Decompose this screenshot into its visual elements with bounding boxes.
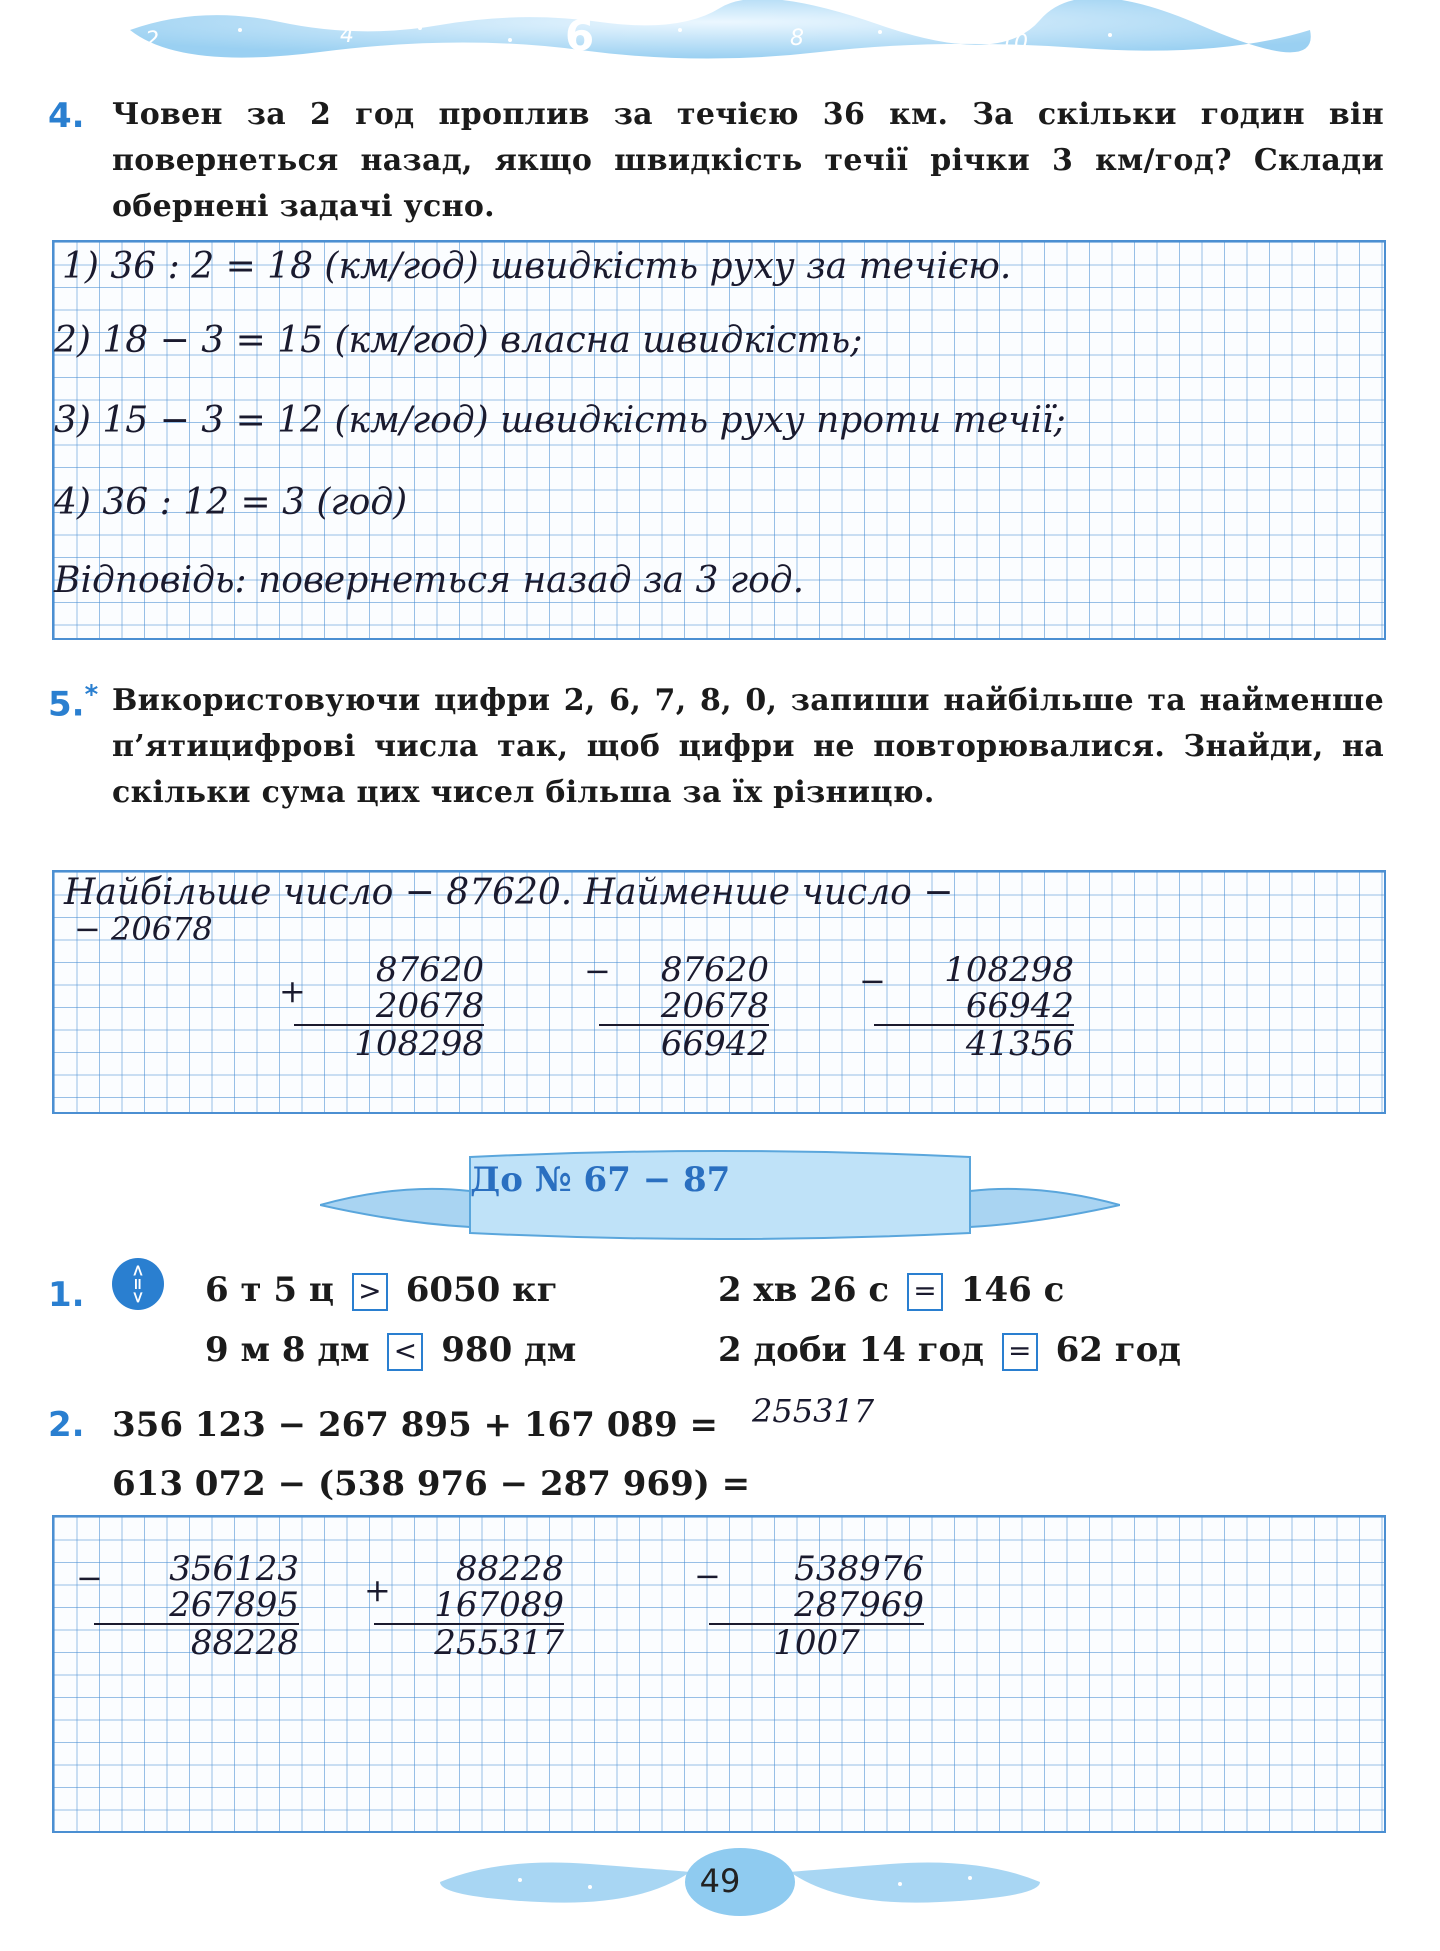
banner-number-6: 6 <box>565 11 595 60</box>
ex-2-col2-sign: + <box>364 1571 391 1609</box>
ex-2-answer-1: 255317 <box>752 1392 875 1430</box>
task-4-solution-line-3: 3) 15 − 3 = 12 (км/год) швидкість руху проти течії; <box>54 400 1066 441</box>
ex-2-col1 <box>94 1551 299 1661</box>
task-5-col2-result: 66942 <box>599 1024 769 1062</box>
ex-2-col1-sign: − <box>76 1559 103 1597</box>
ex-2-col3-b: 287969 <box>794 1585 924 1625</box>
task-4-solution-line-1: 1) 36 : 2 = 18 (км/год) швидкість руху за течією. <box>62 246 1012 287</box>
task-5-col3-a: 108298 <box>944 950 1074 990</box>
compare-1-left: 6 т 5 ц <box>205 1270 335 1310</box>
compare-row-1 <box>205 1270 558 1311</box>
compare-2-sign-box[interactable]: < <box>387 1333 423 1371</box>
task-5-text: Використовуючи цифри 2, 6, 7, 8, 0, запиши найбільше та найменше п’ятицифрові числа так, щоб цифри не повторювалися. Знайди, на скільки сума цих чисел більша за їх різницю. <box>112 683 1384 810</box>
task-4-solution-line-2: 2) 18 − 3 = 15 (км/год) власна швидкість; <box>54 320 863 361</box>
task-4-answer: Відповідь: повернеться назад за 3 год. <box>54 560 805 601</box>
ex-1-number: 1. <box>48 1275 85 1315</box>
ex-2-col1-result: 88228 <box>94 1623 299 1661</box>
banner-number-10: 10 <box>1000 31 1028 56</box>
ex-2-col3 <box>709 1551 924 1661</box>
top-decorative-banner <box>120 0 1320 70</box>
task-5-col2-b: 20678 <box>660 986 769 1026</box>
task-5-grid <box>52 870 1386 1114</box>
compare-3-left: 2 хв 26 с <box>718 1270 890 1310</box>
page-number: 49 <box>699 1862 741 1900</box>
task-5-col3-sign: − <box>859 962 886 1000</box>
compare-2-left: 9 м 8 дм <box>205 1330 370 1370</box>
compare-2-right: 980 дм <box>441 1330 577 1370</box>
ex-2-expression-2: 613 072 − (538 976 − 287 969) = <box>112 1464 751 1504</box>
task-5-col2 <box>599 952 769 1062</box>
task-5-col2-a: 87620 <box>660 950 769 990</box>
banner-number-4: 4 <box>340 23 354 48</box>
ex-2-expression-1: 356 123 − 267 895 + 167 089 = <box>112 1405 718 1445</box>
ex-2-col2-result: 255317 <box>374 1623 564 1661</box>
task-5-line-2: − 20678 <box>74 910 213 948</box>
ex-2-col3-a: 538976 <box>794 1549 924 1589</box>
compare-3-sign-box[interactable]: = <box>907 1273 943 1311</box>
task-5-line-1: Найбільше число − 87620. Найменше число − <box>64 872 954 913</box>
section-title: До № 67 − 87 <box>470 1160 731 1200</box>
ex-2-grid <box>52 1515 1386 1833</box>
ex-2-col2 <box>374 1551 564 1661</box>
task-5-col2-sign: − <box>584 952 611 990</box>
task-5-number <box>48 680 98 724</box>
compare-4-right: 62 год <box>1055 1330 1181 1370</box>
banner-number-8: 8 <box>790 26 804 51</box>
compare-1-right: 6050 кг <box>405 1270 558 1310</box>
ex-2-col3-sign: − <box>694 1557 721 1595</box>
ex-2-col1-a: 356123 <box>169 1549 299 1589</box>
ex-2-col2-a: 88228 <box>455 1549 564 1589</box>
compare-1-sign-box[interactable]: > <box>352 1273 388 1311</box>
compare-badge-label: <=> <box>128 1263 147 1305</box>
task-4-text: Човен за 2 год проплив за течією 36 км. За скільки годин він повернеться назад, якщо швидкість течії річки 3 км/год? Склади обернені задачі усно. <box>112 97 1384 224</box>
task-5-star: * <box>84 680 99 710</box>
ex-2-number: 2. <box>48 1405 85 1445</box>
compare-4-sign-box[interactable]: = <box>1002 1333 1038 1371</box>
task-5-col1-sign: + <box>279 972 306 1010</box>
task-5-col1 <box>294 952 484 1062</box>
banner-number-2: 2 <box>145 28 159 53</box>
task-5-col3-b: 66942 <box>965 986 1074 1026</box>
compare-row-4 <box>718 1330 1181 1371</box>
compare-row-3 <box>718 1270 1064 1311</box>
compare-row-2 <box>205 1330 576 1371</box>
task-5-col3 <box>874 952 1074 1062</box>
task-5-number-label: 5. <box>48 684 85 725</box>
task-5-col1-a: 87620 <box>375 950 484 990</box>
ex-2-col2-b: 167089 <box>434 1585 564 1625</box>
task-4-grid <box>52 240 1386 640</box>
ex-2-col3-result: 1007 <box>709 1623 924 1661</box>
task-4-number: 4. <box>48 96 85 136</box>
compare-badge-icon <box>112 1258 164 1310</box>
task-5-col3-result: 41356 <box>874 1024 1074 1062</box>
compare-3-right: 146 с <box>960 1270 1065 1310</box>
task-5-col1-result: 108298 <box>294 1024 484 1062</box>
ex-2-col1-b: 267895 <box>169 1585 299 1625</box>
task-4-solution-line-4: 4) 36 : 12 = 3 (год) <box>54 482 408 523</box>
task-5-col1-b: 20678 <box>375 986 484 1026</box>
compare-4-left: 2 доби 14 год <box>718 1330 984 1370</box>
